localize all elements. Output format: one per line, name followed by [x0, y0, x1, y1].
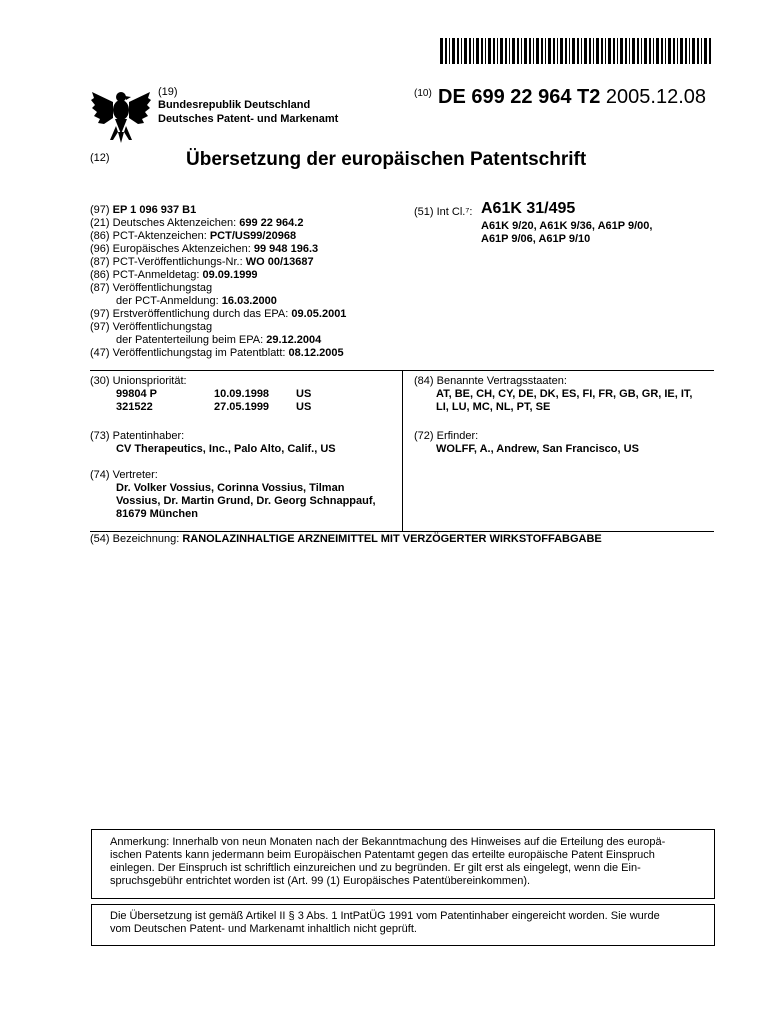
biblio-row [90, 321, 346, 334]
biblio-code: (86) [90, 269, 110, 281]
owner-block [90, 430, 336, 456]
barcode-bar [473, 38, 474, 64]
biblio-value: WO 00/13687 [245, 256, 314, 268]
barcode-bar [493, 38, 495, 64]
representative-line: Vossius, Dr. Martin Grund, Dr. Georg Schnappauf, [116, 495, 376, 507]
barcode-bar [469, 38, 471, 64]
note-line: Die Übersetzung ist gemäß Artikel II § 3 Abs. 1 IntPatÜG 1991 vom Patentinhaber eingereicht worden. Sie wurde [110, 910, 660, 922]
representative-line: Dr. Volker Vossius, Corinna Vossius, Tilman [116, 482, 345, 494]
barcode-bar [488, 38, 491, 64]
biblio-label: Europäisches Aktenzeichen: [112, 243, 254, 255]
barcode-bar [601, 38, 603, 64]
biblio-label: Deutsches Aktenzeichen: [112, 217, 240, 229]
barcode-bar [500, 38, 503, 64]
barcode-bar [529, 38, 531, 64]
biblio-row [90, 217, 346, 230]
barcode-bar [692, 38, 695, 64]
representative-label: (74) Vertreter: [90, 469, 158, 481]
biblio-code: (86) [90, 230, 110, 242]
biblio-value: PCT/US99/20968 [209, 230, 297, 242]
priority-date: 10.09.1998 [214, 388, 270, 400]
priority-date: 27.05.1999 [214, 401, 270, 413]
biblio-label: PCT-Anmeldetag: [112, 269, 203, 281]
table-divider [402, 370, 403, 531]
barcode-bar [509, 38, 510, 64]
barcode-bar [629, 38, 630, 64]
barcode-bar [620, 38, 623, 64]
office-name: Deutsches Patent- und Markenamt [158, 113, 339, 125]
inventor-label: (72) Erfinder: [414, 430, 479, 442]
representative-block [90, 469, 376, 521]
barcode-bar [557, 38, 558, 64]
biblio-code: (87) [90, 256, 110, 268]
barcode-bar [440, 38, 443, 64]
barcode-bar [668, 38, 671, 64]
barcode-bar [649, 38, 651, 64]
biblio-code: (97) [90, 308, 110, 320]
barcode-bar [704, 38, 707, 64]
priority-label: (30) Unionspriorität: [90, 375, 187, 387]
biblio-label: der Patenterteilung beim EPA: [116, 334, 267, 346]
biblio-row [90, 308, 346, 321]
note-line: einlegen. Der Einspruch ist schriftlich einzureichen und zu begründen. Er gilt erst als eingelegt, wenn die Ein- [110, 862, 641, 874]
inventor-block [414, 430, 639, 456]
biblio-row [90, 295, 346, 308]
barcode-bar [709, 38, 711, 64]
barcode-bar [553, 38, 555, 64]
biblio-value: 699 22 964.2 [239, 217, 304, 229]
biblio-value: 99 948 196.3 [253, 243, 319, 255]
barcode-bar [541, 38, 543, 64]
biblio-row [90, 282, 346, 295]
priority-number: 99804 P [116, 388, 157, 400]
priority-block [90, 375, 311, 414]
barcode-bar [665, 38, 666, 64]
owner-value: CV Therapeutics, Inc., Palo Alto, Calif., US [116, 443, 336, 455]
barcode-bar [697, 38, 699, 64]
barcode-bar [445, 38, 447, 64]
barcode-bar [524, 38, 527, 64]
biblio-row [90, 334, 346, 347]
biblio-label: PCT-Aktenzeichen: [112, 230, 210, 242]
int-cl-main: A61K 31/495 [481, 200, 576, 217]
biblio-code: (97) [90, 204, 110, 216]
note-line: vom Deutschen Patent- und Markenamt inhaltlich nicht geprüft. [110, 923, 417, 935]
country-name: Bundesrepublik Deutschland [158, 99, 311, 111]
barcode-bar [680, 38, 683, 64]
doc-number-line [438, 86, 706, 109]
barcode-bar [560, 38, 563, 64]
document-title: Übersetzung der europäischen Patentschrift [186, 149, 587, 170]
table-bottom-rule [90, 531, 714, 532]
biblio-row [90, 204, 346, 217]
barcode-bar [617, 38, 618, 64]
barcode-bar [485, 38, 486, 64]
int-cl-line1: A61K 9/20, A61K 9/36, A61P 9/00, [481, 220, 653, 232]
designation-label: (54) Bezeichnung: [90, 533, 183, 545]
note-line: ischen Patents kann jedermann beim Europäischen Patentamt gegen das erteilte europäische Patent Einspruch [110, 849, 655, 861]
code-10: (10) [414, 88, 432, 99]
barcode-bar [512, 38, 515, 64]
biblio-value: EP 1 096 937 B1 [112, 204, 197, 216]
biblio-label: Veröffentlichungstag im Patentblatt: [112, 347, 289, 359]
representative-line: 81679 München [116, 508, 198, 520]
barcode-bar [577, 38, 579, 64]
code-19: (19) [158, 86, 178, 98]
barcode-bar [661, 38, 663, 64]
barcode-bar [569, 38, 570, 64]
biblio-value: 09.09.1999 [202, 269, 258, 281]
doc-number: DE 699 22 964 T2 [438, 86, 601, 108]
barcode-bar [505, 38, 507, 64]
designation [90, 533, 602, 546]
int-cl-text: Int Cl.⁷: [436, 206, 473, 218]
biblio-row [90, 230, 346, 243]
barcode-bar [641, 38, 642, 64]
barcode-bar [461, 38, 462, 64]
biblio-value: 08.12.2005 [288, 347, 344, 359]
barcode-bar [656, 38, 659, 64]
priority-country: US [296, 401, 312, 413]
opposition-note [91, 829, 715, 899]
bibliographic-data [90, 204, 346, 360]
biblio-value: 09.05.2001 [291, 308, 347, 320]
federal-eagle-logo [90, 88, 152, 144]
translation-note [91, 904, 715, 946]
barcode-bar [637, 38, 639, 64]
biblio-code: (96) [90, 243, 110, 255]
biblio-row [90, 347, 346, 360]
biblio-label: PCT-Veröffentlichungs-Nr.: [112, 256, 246, 268]
doc-date: 2005.12.08 [605, 86, 707, 108]
barcode-bar [521, 38, 522, 64]
biblio-row [90, 243, 346, 256]
barcode-bar [593, 38, 594, 64]
barcode-bar [608, 38, 611, 64]
barcode-bar [613, 38, 615, 64]
states-line: AT, BE, CH, CY, DE, DK, ES, FI, FR, GB, GR, IE, IT, [436, 388, 693, 400]
barcode-bar [517, 38, 519, 64]
barcode-bar [497, 38, 498, 64]
biblio-value: 29.12.2004 [266, 334, 322, 346]
note-line: spruchsgebühr entrichtet worden ist (Art. 99 (1) Europäisches Patentübereinkommen). [110, 875, 531, 887]
biblio-code: (21) [90, 217, 110, 229]
barcode-bar [632, 38, 635, 64]
barcode-bar [545, 38, 546, 64]
note-line: Anmerkung: Innerhalb von neun Monaten nach der Bekanntmachung des Hinweises auf die Erteilung des europä- [110, 836, 666, 848]
barcode-bar [581, 38, 582, 64]
biblio-label: der PCT-Anmeldung: [116, 295, 222, 307]
biblio-code: (97) [90, 321, 110, 333]
barcode-bar [533, 38, 534, 64]
biblio-code: (47) [90, 347, 110, 359]
barcode-bar [677, 38, 678, 64]
states-line: LI, LU, MC, NL, PT, SE [436, 401, 551, 413]
biblio-code: (87) [90, 282, 110, 294]
states-label: (84) Benannte Vertragsstaaten: [414, 375, 567, 387]
barcode [440, 38, 714, 64]
biblio-row [90, 256, 346, 269]
barcode-bar [452, 38, 455, 64]
barcode-bar [572, 38, 575, 64]
biblio-value: 16.03.2000 [221, 295, 277, 307]
barcode-bar [449, 38, 450, 64]
barcode-bar [689, 38, 690, 64]
priority-number: 321522 [116, 401, 153, 413]
barcode-bar [653, 38, 654, 64]
barcode-bar [548, 38, 551, 64]
barcode-bar [476, 38, 479, 64]
barcode-bar [644, 38, 647, 64]
barcode-bar [481, 38, 483, 64]
priority-country: US [296, 388, 312, 400]
priority-row [90, 401, 311, 414]
barcode-bar [673, 38, 675, 64]
barcode-bar [605, 38, 606, 64]
inventor-value: WOLFF, A., Andrew, San Francisco, US [436, 443, 639, 455]
biblio-row [90, 269, 346, 282]
int-cl-label [414, 206, 472, 219]
biblio-label: Veröffentlichungstag [112, 321, 213, 333]
int-cl-code: (51) [414, 206, 434, 218]
barcode-bar [584, 38, 587, 64]
barcode-bar [457, 38, 459, 64]
owner-label: (73) Patentinhaber: [90, 430, 185, 442]
biblio-label: Erstveröffentlichung durch das EPA: [112, 308, 292, 320]
code-12: (12) [90, 152, 110, 164]
biblio-label: Veröffentlichungstag [112, 282, 213, 294]
priority-row [90, 388, 311, 401]
barcode-bar [625, 38, 627, 64]
designation-value: RANOLAZINHALTIGE ARZNEIMITTEL MIT VERZÖGERTER WIRKSTOFFABGABE [182, 533, 602, 545]
barcode-bar [701, 38, 702, 64]
barcode-bar [536, 38, 539, 64]
int-cl-line2: A61P 9/06, A61P 9/10 [481, 233, 591, 245]
states-block [414, 375, 693, 414]
barcode-bar [589, 38, 591, 64]
barcode-bar [685, 38, 687, 64]
barcode-bar [596, 38, 599, 64]
barcode-bar [565, 38, 567, 64]
barcode-bar [464, 38, 467, 64]
